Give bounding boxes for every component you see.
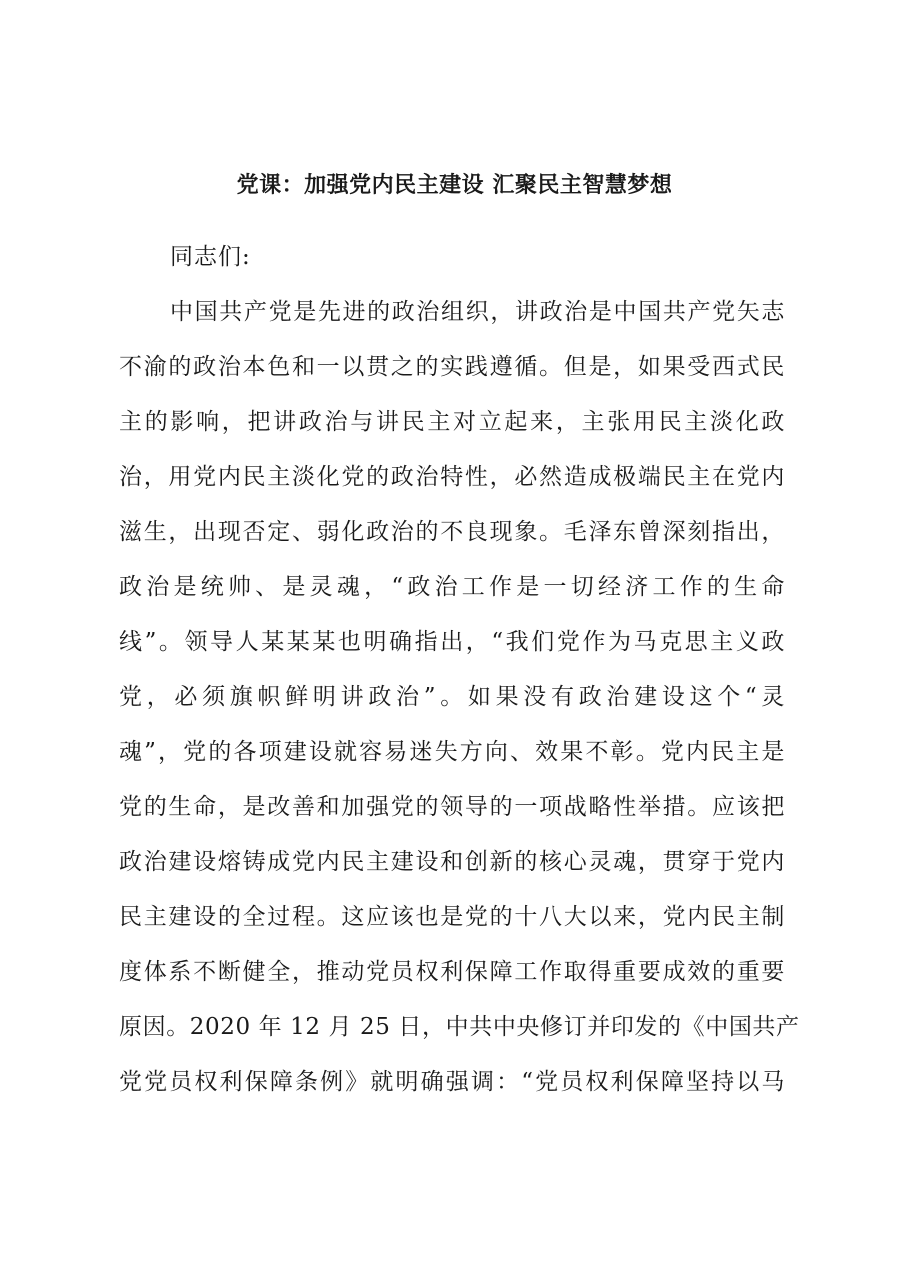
text-line: 中国共产党是先进的政治组织，讲政治是中国共产党矢志 — [170, 299, 785, 325]
text-line: 党党员权利保障条例》就明确强调：“党员权利保障坚持以马 — [119, 1069, 785, 1095]
salutation: 同志们: — [170, 244, 251, 270]
text-line: 民主建设的全过程。这应该也是党的十八大以来，党内民主制 — [119, 904, 785, 930]
text-line: 原因。2020 年 12 月 25 日，中共中央修订并印发的《中国共产 — [119, 1014, 800, 1040]
text-line: 度体系不断健全，推动党员权利保障工作取得重要成效的重要 — [119, 959, 785, 985]
text-line: 政治建设熔铸成党内民主建设和创新的核心灵魂，贯穿于党内 — [119, 849, 785, 875]
text-line: 主的影响，把讲政治与讲民主对立起来，主张用民主淡化政 — [119, 409, 785, 435]
text-line: 滋生，出现否定、弱化政治的不良现象。毛泽东曾深刻指出， — [119, 519, 785, 545]
text-line: 不渝的政治本色和一以贯之的实践遵循。但是，如果受西式民 — [119, 354, 785, 380]
document-title: 党课：加强党内民主建设 汇聚民主智慧梦想 — [236, 172, 673, 198]
text-line: 政治是统帅、是灵魂，“政治工作是一切经济工作的生命 — [119, 574, 785, 600]
text-line: 线”。领导人某某某也明确指出，“我们党作为马克思主义政 — [119, 629, 785, 655]
text-line: 党的生命，是改善和加强党的领导的一项战略性举措。应该把 — [119, 794, 785, 820]
body-text — [119, 292, 800, 1117]
text-line: 魂”，党的各项建设就容易迷失方向、效果不彰。党内民主是 — [119, 739, 785, 765]
text-line: 治，用党内民主淡化党的政治特性，必然造成极端民主在党内 — [119, 464, 785, 490]
text-line: 党，必须旗帜鲜明讲政治”。如果没有政治建设这个“灵 — [119, 684, 785, 710]
